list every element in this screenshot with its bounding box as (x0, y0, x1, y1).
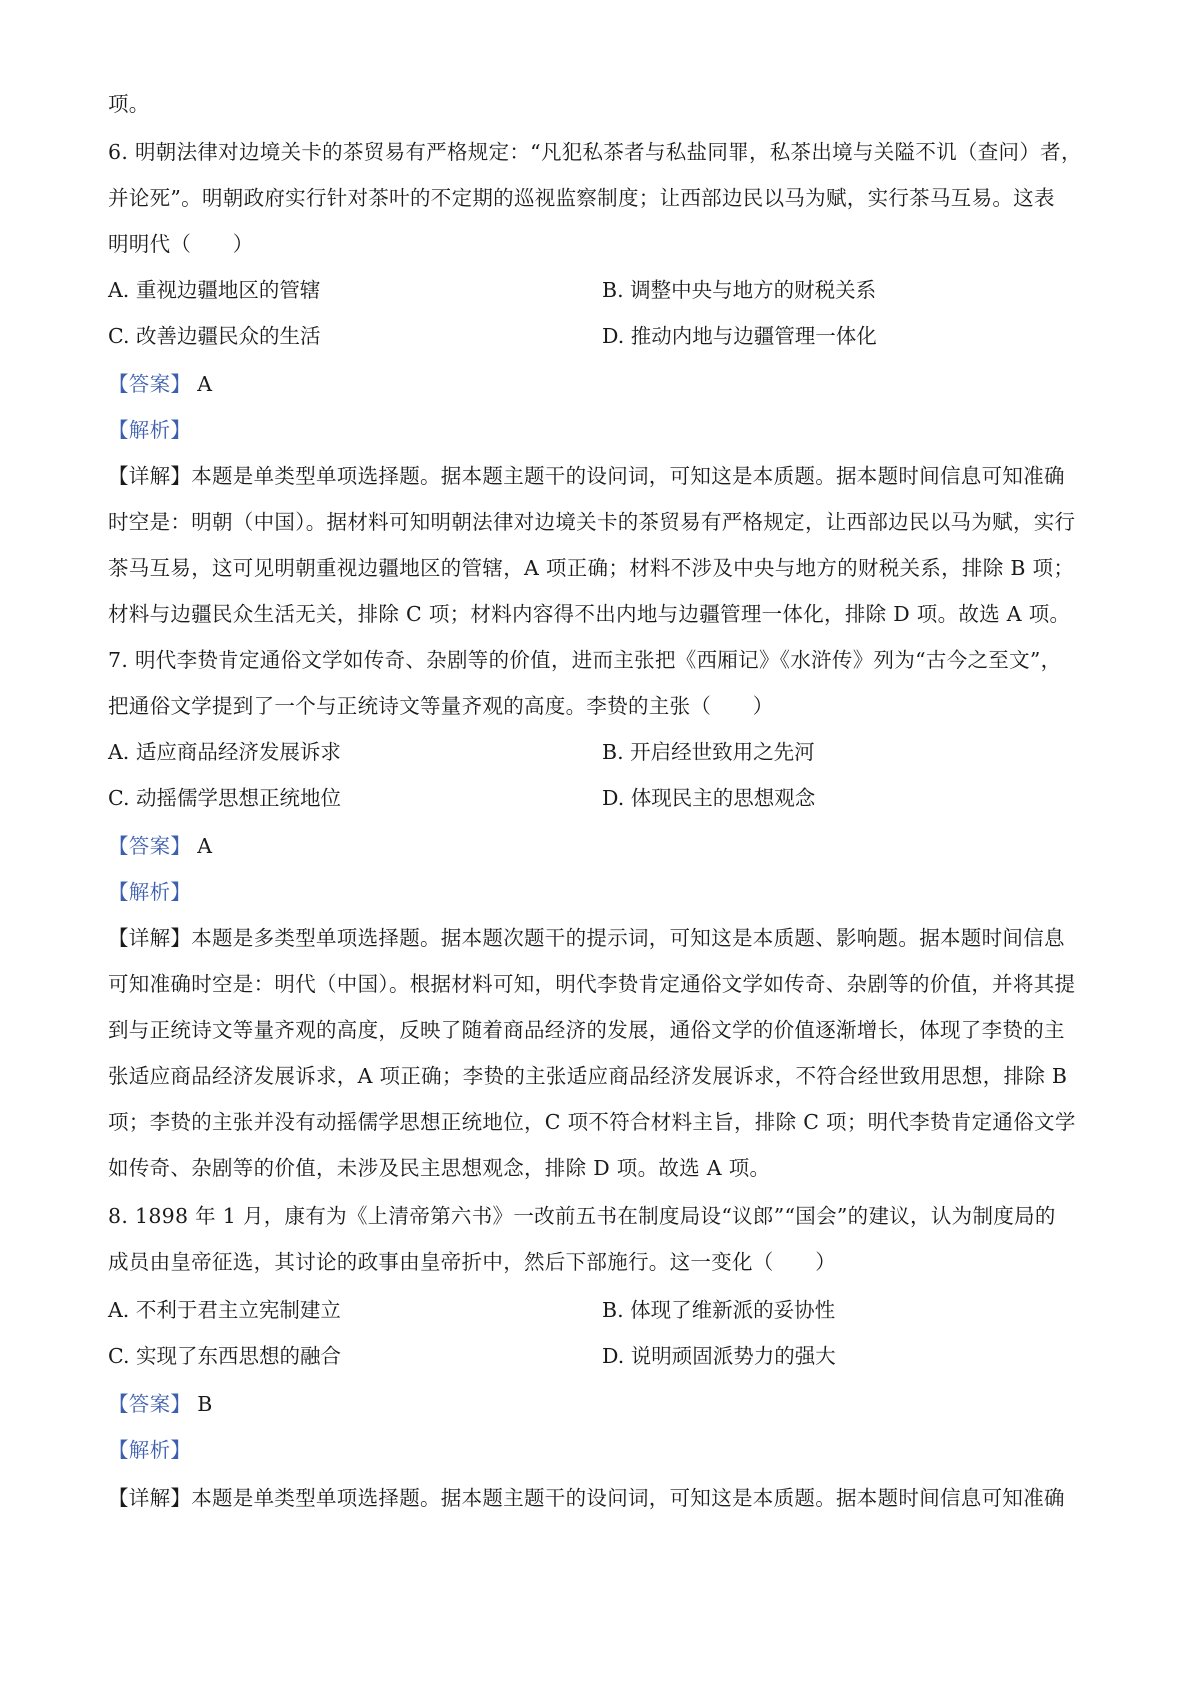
question-6-option-a: A. 重视边疆地区的管辖 (108, 278, 321, 302)
question-7-option-a: A. 适应商品经济发展诉求 (108, 740, 341, 764)
answer-tag: 【答案】 (108, 372, 192, 396)
question-6-explanation: 材料与边疆民众生活无关，排除 C 项；材料内容得不出内地与边疆管理一体化，排除 D 项。故选 A 项。 (108, 602, 1071, 626)
answer-value: A (197, 834, 213, 858)
question-8-option-c: C. 实现了东西思想的融合 (108, 1344, 341, 1368)
answer-value: B (197, 1392, 213, 1416)
text-line: 项。 (108, 92, 150, 116)
analysis-tag: 【解析】 (108, 1438, 192, 1462)
question-6-option-b: B. 调整中央与地方的财税关系 (602, 278, 877, 302)
question-6-stem: 明明代（ ） (108, 232, 254, 256)
question-7-stem: 把通俗文学提到了一个与正统诗文等量齐观的高度。李贽的主张（ ） (108, 694, 774, 718)
question-7-explanation: 【详解】本题是多类型单项选择题。据本题次题干的提示词，可知这是本质题、影响题。据本题时间信息 (108, 926, 1065, 950)
question-7-answer (108, 832, 1108, 860)
question-6-explanation: 茶马互易，这可见明朝重视边疆地区的管辖，A 项正确；材料不涉及中央与地方的财税关系，排除 B 项； (108, 556, 1075, 580)
question-7-explanation: 项；李贽的主张并没有动摇儒学思想正统地位，C 项不符合材料主旨，排除 C 项；明代李贽肯定通俗文学 (108, 1110, 1076, 1134)
question-8-option-b: B. 体现了维新派的妥协性 (602, 1298, 836, 1322)
question-6-option-c: C. 改善边疆民众的生活 (108, 324, 321, 348)
answer-tag: 【答案】 (108, 834, 192, 858)
analysis-tag: 【解析】 (108, 418, 192, 442)
question-6-analysis-heading (108, 416, 1108, 444)
answer-tag: 【答案】 (108, 1392, 192, 1416)
question-7-explanation: 张适应商品经济发展诉求，A 项正确；李贽的主张适应商品经济发展诉求，不符合经世致用思想，排除 B (108, 1064, 1068, 1088)
question-6-stem: 并论死”。明朝政府实行针对茶叶的不定期的巡视监察制度；让西部边民以马为赋，实行茶马互易。这表 (108, 186, 1055, 210)
question-6-explanation: 【详解】本题是单类型单项选择题。据本题主题干的设问词，可知这是本质题。据本题时间信息可知准确 (108, 464, 1065, 488)
question-7-explanation: 可知准确时空是：明代（中国）。根据材料可知，明代李贽肯定通俗文学如传奇、杂剧等的价值，并将其提 (108, 972, 1076, 996)
question-7-option-b: B. 开启经世致用之先河 (602, 740, 815, 764)
question-8-option-d: D. 说明顽固派势力的强大 (602, 1344, 836, 1368)
question-6-answer (108, 370, 1108, 398)
question-8-explanation: 【详解】本题是单类型单项选择题。据本题主题干的设问词，可知这是本质题。据本题时间信息可知准确 (108, 1486, 1065, 1510)
answer-value: A (197, 372, 213, 396)
question-7-option-c: C. 动摇儒学思想正统地位 (108, 786, 341, 810)
question-7-analysis-heading (108, 878, 1108, 906)
question-7-explanation: 如传奇、杂剧等的价值，未涉及民主思想观念，排除 D 项。故选 A 项。 (108, 1156, 771, 1180)
question-8-stem: 8. 1898 年 1 月，康有为《上清帝第六书》一改前五书在制度局设“议郎”“国会”的建议，认为制度局的 (108, 1204, 1056, 1228)
question-7-stem: 7. 明代李贽肯定通俗文学如传奇、杂剧等的价值，进而主张把《西厢记》《水浒传》列为“古今之至文”， (108, 648, 1062, 672)
question-6-option-d: D. 推动内地与边疆管理一体化 (602, 324, 877, 348)
question-7-explanation: 到与正统诗文等量齐观的高度，反映了随着商品经济的发展，通俗文学的价值逐渐增长，体现了李贽的主 (108, 1018, 1065, 1042)
question-8-analysis-heading (108, 1436, 1108, 1464)
question-8-answer (108, 1390, 1108, 1418)
analysis-tag: 【解析】 (108, 880, 192, 904)
question-6-explanation: 时空是：明朝（中国）。据材料可知明朝法律对边境关卡的茶贸易有严格规定，让西部边民以马为赋，实行 (108, 510, 1076, 534)
question-8-option-a: A. 不利于君主立宪制建立 (108, 1298, 341, 1322)
question-8-stem: 成员由皇帝征选，其讨论的政事由皇帝折中，然后下部施行。这一变化（ ） (108, 1250, 836, 1274)
question-7-option-d: D. 体现民主的思想观念 (602, 786, 816, 810)
question-6-stem: 6. 明朝法律对边境关卡的茶贸易有严格规定：“凡犯私茶者与私盐同罪，私茶出境与关隘不讥（查问）者， (108, 140, 1082, 164)
